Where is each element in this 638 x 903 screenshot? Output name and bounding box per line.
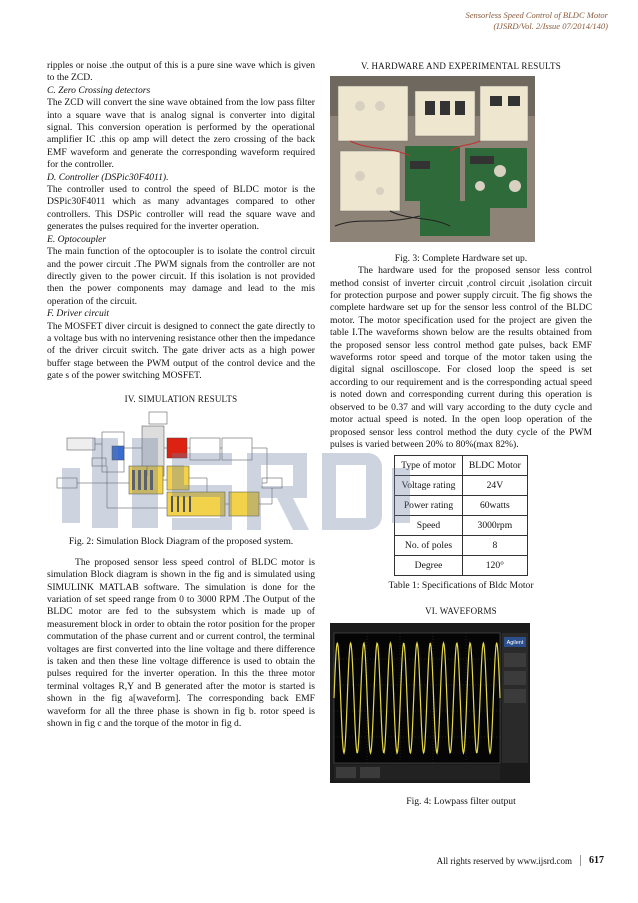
spec-table-row [395,536,528,556]
spec-label-cell: No. of poles [395,536,463,556]
spec-value-cell: BLDC Motor [462,456,527,476]
figure-2-caption: Fig. 2: Simulation Block Diagram of the proposed system. [68,536,294,548]
spec-value-cell: 8 [462,536,527,556]
page-footer [437,855,604,866]
spec-label-cell: Degree [395,556,463,576]
footer-rights: All rights reserved by www.ijsrd.com [436,855,572,866]
paragraph-optocoupler: The main function of the optocoupler is to isolate the control circuit and the power circuit .The PWM signals from the controller are not directly given to the power circuit. If this isolation is not provided then the power components may damage and lead to the mis operation of the circuit. [47,246,315,307]
header-issue: (IJSRD/Vol. 2/Issue 07/2014/140) [493,21,608,31]
osc-brand-label: Agilent [506,640,524,647]
header-title: Sensorless Speed Control of BLDC Motor [465,10,608,20]
ijsrd-watermark-logo [62,428,502,538]
spec-label-cell: Voltage rating [395,476,463,496]
heading-optocoupler: E. Optocoupler [47,233,107,245]
section-simulation: IV. SIMULATION RESULTS [124,393,238,404]
heading-driver: F. Driver circuit [47,308,110,320]
paragraph-zcd: The ZCD will convert the sine wave obtained from the low pass filter into a square wave that is analog signal is converter into digital signal. This conversion operation is performed by the operational amplifier IC .this op amp will detect the zero crossing of the back EMF waveform and generate the corresponding waveform required for the controller. [47,97,315,171]
left-column [47,60,315,730]
section-waveforms: VI. WAVEFORMS [425,605,497,616]
page-number: 617 [580,855,604,866]
paragraph-simulation: The proposed sensor less speed control of BLDC motor is simulation Block diagram is shown in the fig and is simulated using SIMULINK MATLAB software. The simulation is done for the variation of set speed range from 0 to 3000 RPM .The Output of the BLDC motor are fed to the subsystem which is made up of measurement block in order to obtain the rotor position for the proper commutation of the phase current and or current control, the terminal voltages are first converted into the line voltage and there difference is taken and then these line voltage difference is used to obtain the pulses required for the inverter operation. In this the three motor terminal voltages R,Y and B generated after the motor is started is shown in the fig a[waveform]. The corresponding back EMF waveform for all the three phase is shown in fig b. rotor speed is shown in fig c and the torque of the motor in fig d. [47,556,315,730]
paragraph-hardware: The hardware used for the proposed sensor less control method consist of inverter circuit ,control circuit ,isolation circuit for protection purpose and power supply circuit. The fig shows the complete hardware set up for the sensor less control of the BLDC motor. The motor specification used for the project are given the table I.The waveforms shown below are the results obtained from the proposed sensor less control method gate pulses, back EMF waveforms rotor speed and torque of the motor taken using the digital signal oscilloscope. For closed loop the speed is set according to our requirement and is the corresponding actual speed is noted down and corresponding current during this operation is observed to be 0.37 and will vary according to the duty cycle and motor actual speed is noted. In the open loop operation of the proposed sensor less control method the duty cycle of the PWM pulses is varied between 20% to 80%(max 82%). [330,265,592,450]
spec-value-cell: 24V [462,476,527,496]
paragraph-driver: The MOSFET diver circuit is designed to connect the gate directly to a voltage bus with no intervening resistance other then the impedance of the driver circuit switch. The gate driver acts as a high power buffer stage between the PWM output of the control device and the gate s of the power switching MOSFET. [47,320,315,382]
spec-label-cell: Speed [395,516,463,536]
figure-3-caption: Fig. 3: Complete Hardware set up. [394,252,528,264]
paragraph-lowpass-end: ripples or noise .the output of this is a pure sine wave which is given to the ZCD. [47,60,315,84]
section-hardware: V. HARDWARE AND EXPERIMENTAL RESULTS [361,61,561,71]
heading-zcd: C. Zero Crossing detectors [47,84,151,96]
spec-value-cell: 60watts [462,496,527,516]
spec-label-cell: Type of motor [395,456,463,476]
oscilloscope-screenshot [330,623,530,783]
hardware-photo [330,76,535,242]
running-header [368,10,608,32]
spec-value-cell: 120° [462,556,527,576]
table-1-caption: Table 1: Specifications of Bldc Motor [388,580,534,592]
spec-table-row [395,556,528,576]
spec-value-cell: 3000rpm [462,516,527,536]
paragraph-controller: The controller used to control the speed of BLDC motor is the DSPic30F4011 which as many advantages compared to other controllers. This DSPic controller will read the square wave and generates the pulses required for the inverter operation. [47,184,315,233]
figure-4-caption: Fig. 4: Lowpass filter output [406,795,516,807]
heading-controller: D. Controller (DSPic30F4011). [47,171,169,183]
spec-label-cell: Power rating [395,496,463,516]
